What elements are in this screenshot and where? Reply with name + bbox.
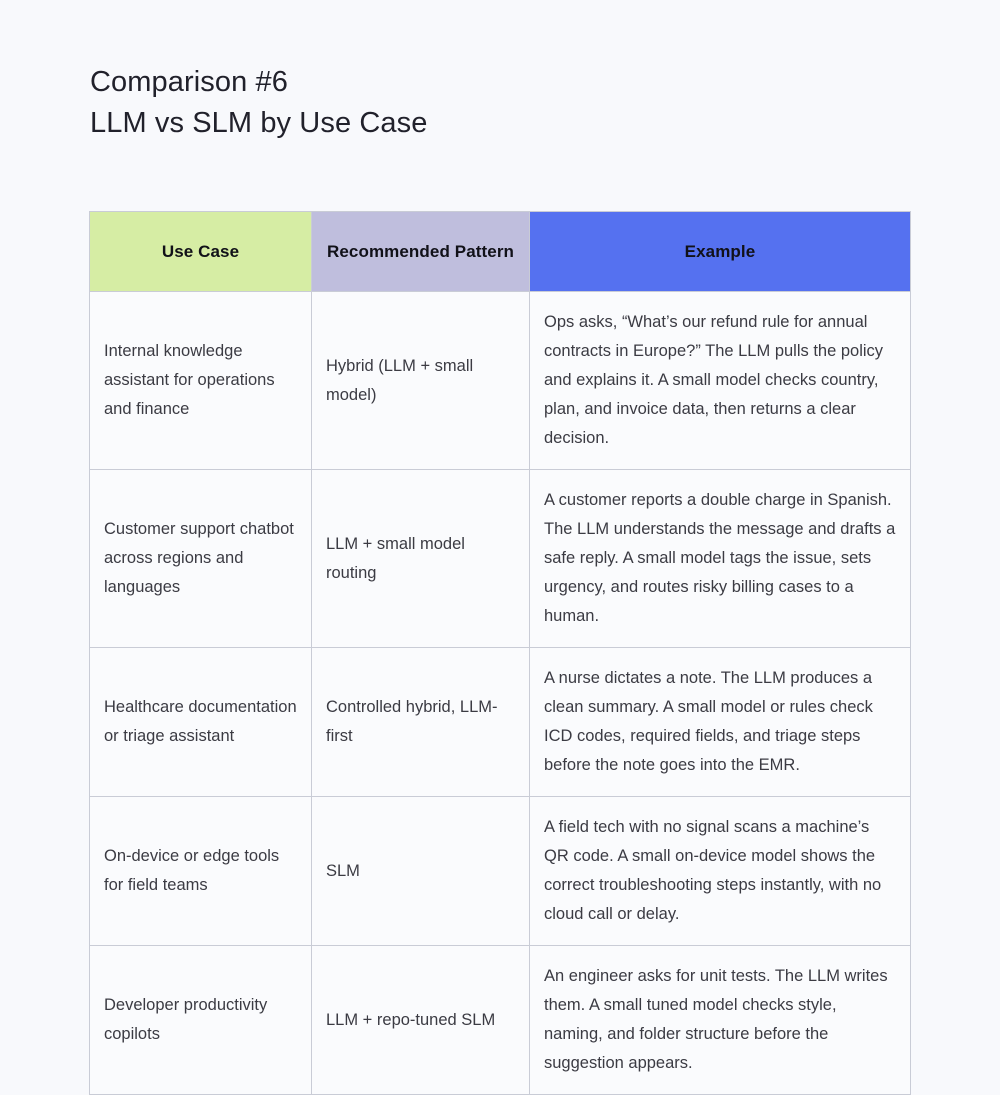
table-row (90, 648, 911, 797)
table-row (90, 470, 911, 648)
table-row (90, 946, 911, 1095)
cell-use-case: Developer productivity copilots (90, 946, 312, 1095)
comparison-table-container (89, 211, 910, 1095)
table-row (90, 292, 911, 470)
table-header-row (90, 212, 911, 292)
comparison-table (89, 211, 911, 1095)
page-title (90, 62, 790, 144)
cell-use-case: On-device or edge tools for field teams (90, 797, 312, 946)
cell-example: A customer reports a double charge in Spanish. The LLM understands the message and drafts a safe reply. A small model tags the issue, sets urgency, and routes risky billing cases to a human. (530, 470, 911, 648)
title-line-2: LLM vs SLM by Use Case (90, 107, 428, 139)
table-header (90, 212, 911, 292)
cell-example: A nurse dictates a note. The LLM produces a clean summary. A small model or rules check ICD codes, required fields, and triage steps before the note goes into the EMR. (530, 648, 911, 797)
cell-use-case: Customer support chatbot across regions and languages (90, 470, 312, 648)
cell-use-case: Internal knowledge assistant for operations and finance (90, 292, 312, 470)
cell-use-case: Healthcare documentation or triage assistant (90, 648, 312, 797)
cell-example: An engineer asks for unit tests. The LLM writes them. A small tuned model checks style, naming, and folder structure before the suggestion appears. (530, 946, 911, 1095)
table-body (90, 292, 911, 1095)
cell-pattern: LLM + small model routing (312, 470, 530, 648)
table-row (90, 797, 911, 946)
column-header-example: Example (530, 212, 911, 292)
cell-pattern: LLM + repo-tuned SLM (312, 946, 530, 1095)
cell-pattern: Controlled hybrid, LLM-first (312, 648, 530, 797)
cell-example: A field tech with no signal scans a machine’s QR code. A small on-device model shows the correct troubleshooting steps instantly, with no cloud call or delay. (530, 797, 911, 946)
column-header-use-case: Use Case (90, 212, 312, 292)
cell-pattern: Hybrid (LLM + small model) (312, 292, 530, 470)
column-header-recommended-pattern: Recommended Pattern (312, 212, 530, 292)
cell-pattern: SLM (312, 797, 530, 946)
title-line-1: Comparison #6 (90, 66, 288, 98)
cell-example: Ops asks, “What’s our refund rule for annual contracts in Europe?” The LLM pulls the policy and explains it. A small model checks country, plan, and invoice data, then returns a clear decision. (530, 292, 911, 470)
